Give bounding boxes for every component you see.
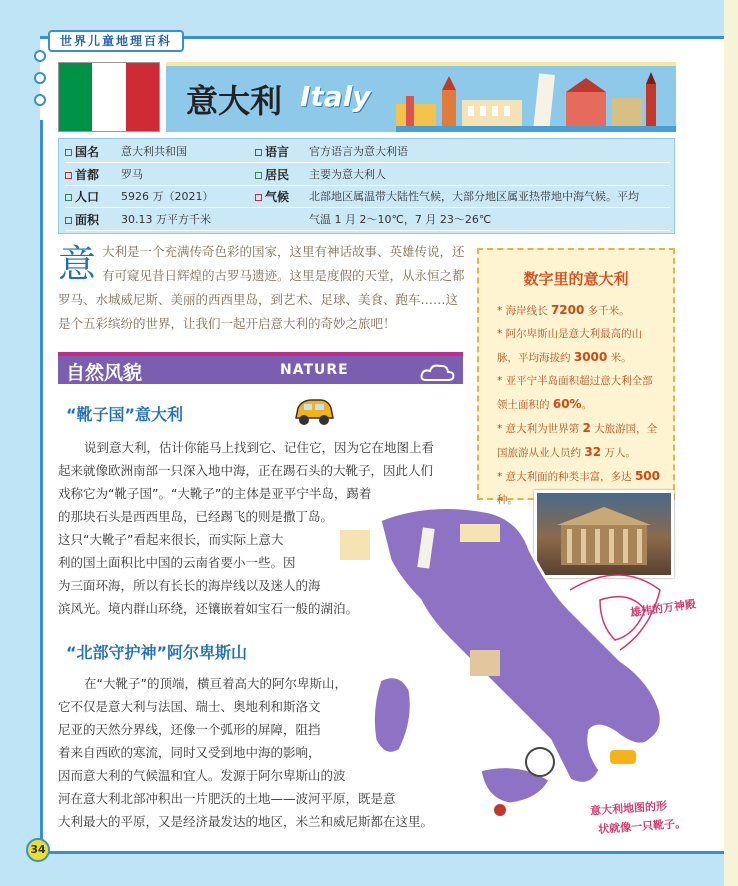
fact-key: 居民 — [255, 164, 289, 186]
car-icon — [292, 394, 336, 428]
text-line: 戏称它为“靴子国”。“大靴子”的主体是亚平宁半岛，踢着 — [58, 486, 372, 501]
fact-value: 意大利共和国 — [121, 145, 187, 158]
side-dot-icon — [34, 94, 46, 106]
text-line: 利的国土面积比中国的云南省要小一些。因 — [58, 555, 296, 570]
pantheon-caption: 雄伟的万神殿 — [629, 597, 697, 620]
numbers-item: * 意大利面的种类丰富，多达 500 种。 — [497, 469, 660, 506]
right-margin-strip — [724, 0, 738, 886]
map-caption-line-1: 意大利地图的形 — [589, 799, 668, 818]
side-decoration — [32, 50, 48, 116]
numbers-box — [477, 248, 675, 506]
fact-value: 罗马 — [121, 167, 143, 181]
fact-value: 北部地区属温带大陆性气候，大部分地区属亚热带地中海气候。平均 — [309, 190, 639, 203]
text-line: 滨风光。境内群山环绕，还镶嵌着如宝石一般的湖泊。 — [58, 601, 359, 616]
fact-value: 5926 万（2021） — [121, 190, 214, 203]
fact-key: 首都 — [65, 164, 99, 186]
numbers-item: * 亚平宁半岛面积超过意大利全部领土面积的 60%。 — [497, 375, 653, 411]
title-banner — [166, 62, 676, 132]
text-line: 它不仅是意大利与法国、瑞士、奥地利和斯洛文 — [58, 699, 321, 714]
intro-dropcap: 意 — [58, 242, 97, 286]
page-number: 34 — [26, 838, 50, 862]
fact-table — [58, 138, 675, 234]
text-line: 在“大靴子”的顶端，横亘着高大的阿尔卑斯山， — [84, 676, 347, 691]
fact-key: 语言 — [255, 141, 289, 163]
fact-row — [65, 186, 670, 208]
text-line: 为三面环海，所以有长长的海岸线以及迷人的海 — [58, 578, 321, 593]
fact-value: 主要为意大利人 — [309, 167, 386, 181]
text-line: 这只“大靴子”看起来很长，而实际上意大 — [58, 532, 284, 547]
flag-stripe-white — [92, 63, 125, 131]
italy-flag — [58, 62, 160, 132]
fact-row — [65, 209, 670, 231]
fact-value: 官方语言为意大利语 — [309, 145, 408, 158]
intro-paragraph — [58, 240, 468, 336]
side-dot-icon — [34, 50, 46, 62]
text-line: 大利最大的平原，又是经济最发达的地区，米兰和威尼斯都在这里。 — [58, 814, 434, 829]
fact-value: 气温 1 月 2～10℃，7 月 23～26℃ — [309, 212, 492, 226]
flag-stripe-red — [126, 63, 159, 131]
fact-key: 气候 — [255, 186, 289, 208]
alps-heading: “北部守护神”阿尔卑斯山 — [66, 643, 248, 662]
fact-row — [65, 164, 670, 186]
intro-text: 大利是一个充满传奇色彩的国家，这里有神话故事、英雄传说，还有可窥见昔日辉煌的古罗马遗迹。这里是度假的天堂，从永恒之都罗马、水城威尼斯、美丽的西西里岛，到艺术、足球、美食、跑车……这是个五彩缤纷的世界，让我们一起开启意大利的奇妙之旅吧！ — [58, 244, 465, 331]
section-english: NATURE — [280, 362, 349, 378]
fact-key: 人口 — [65, 186, 99, 208]
map-caption-line-2: 状就像一只靴子。 — [597, 816, 687, 837]
numbers-item: * 意大利为世界第 2 大旅游国，全国旅游从业人员约 32 万人。 — [497, 421, 658, 459]
italy-map-illustration — [320, 500, 690, 830]
page-left-rule — [40, 120, 43, 840]
text-line: 着来自西欧的寒流，同时又受到地中海的影响， — [58, 745, 321, 760]
text-line: 说到意大利，估计你能马上找到它、记住它，因为它在地图上看 — [84, 440, 435, 455]
country-english: Italy — [300, 80, 371, 113]
text-line: 河在意大利北部冲积出一片肥沃的土地——波河平原，既是意 — [58, 791, 396, 806]
numbers-title: 数字里的意大利 — [523, 270, 629, 288]
text-line: 尼亚的天然分界线，还像一个弧形的屏障，阻挡 — [58, 722, 321, 737]
text-line: 起来就像欧洲南部一只深入地中海，正在踢石头的大靴子，因此人们 — [58, 463, 434, 478]
fact-value: 30.13 万平方千米 — [121, 212, 211, 226]
text-line: 的那块石头是西西里岛，已经踢飞的则是撒丁岛。 — [58, 509, 334, 524]
text-line: 因而意大利的气候温和宜人。发源于阿尔卑斯山的波 — [58, 768, 346, 783]
side-dot-icon — [34, 72, 46, 84]
section-header — [58, 352, 463, 384]
cloud-icon — [420, 362, 456, 382]
numbers-list — [479, 289, 673, 512]
country-title: 意大利 — [186, 82, 283, 120]
series-title: 世界儿童地理百科 — [48, 30, 184, 52]
boot-heading: “靴子国”意大利 — [66, 405, 184, 424]
fact-key: 面积 — [65, 209, 99, 231]
fact-row — [65, 141, 670, 163]
flag-stripe-green — [59, 63, 92, 131]
numbers-item: * 阿尔卑斯山是意大利最高的山脉，平均海拔约 3000 米。 — [497, 328, 643, 364]
section-title: 自然风貌 — [66, 362, 143, 384]
landmark-skyline-illustration — [396, 70, 676, 132]
numbers-item: * 海岸线长 7200 多千米。 — [497, 303, 630, 317]
fact-key: 国名 — [65, 141, 99, 163]
